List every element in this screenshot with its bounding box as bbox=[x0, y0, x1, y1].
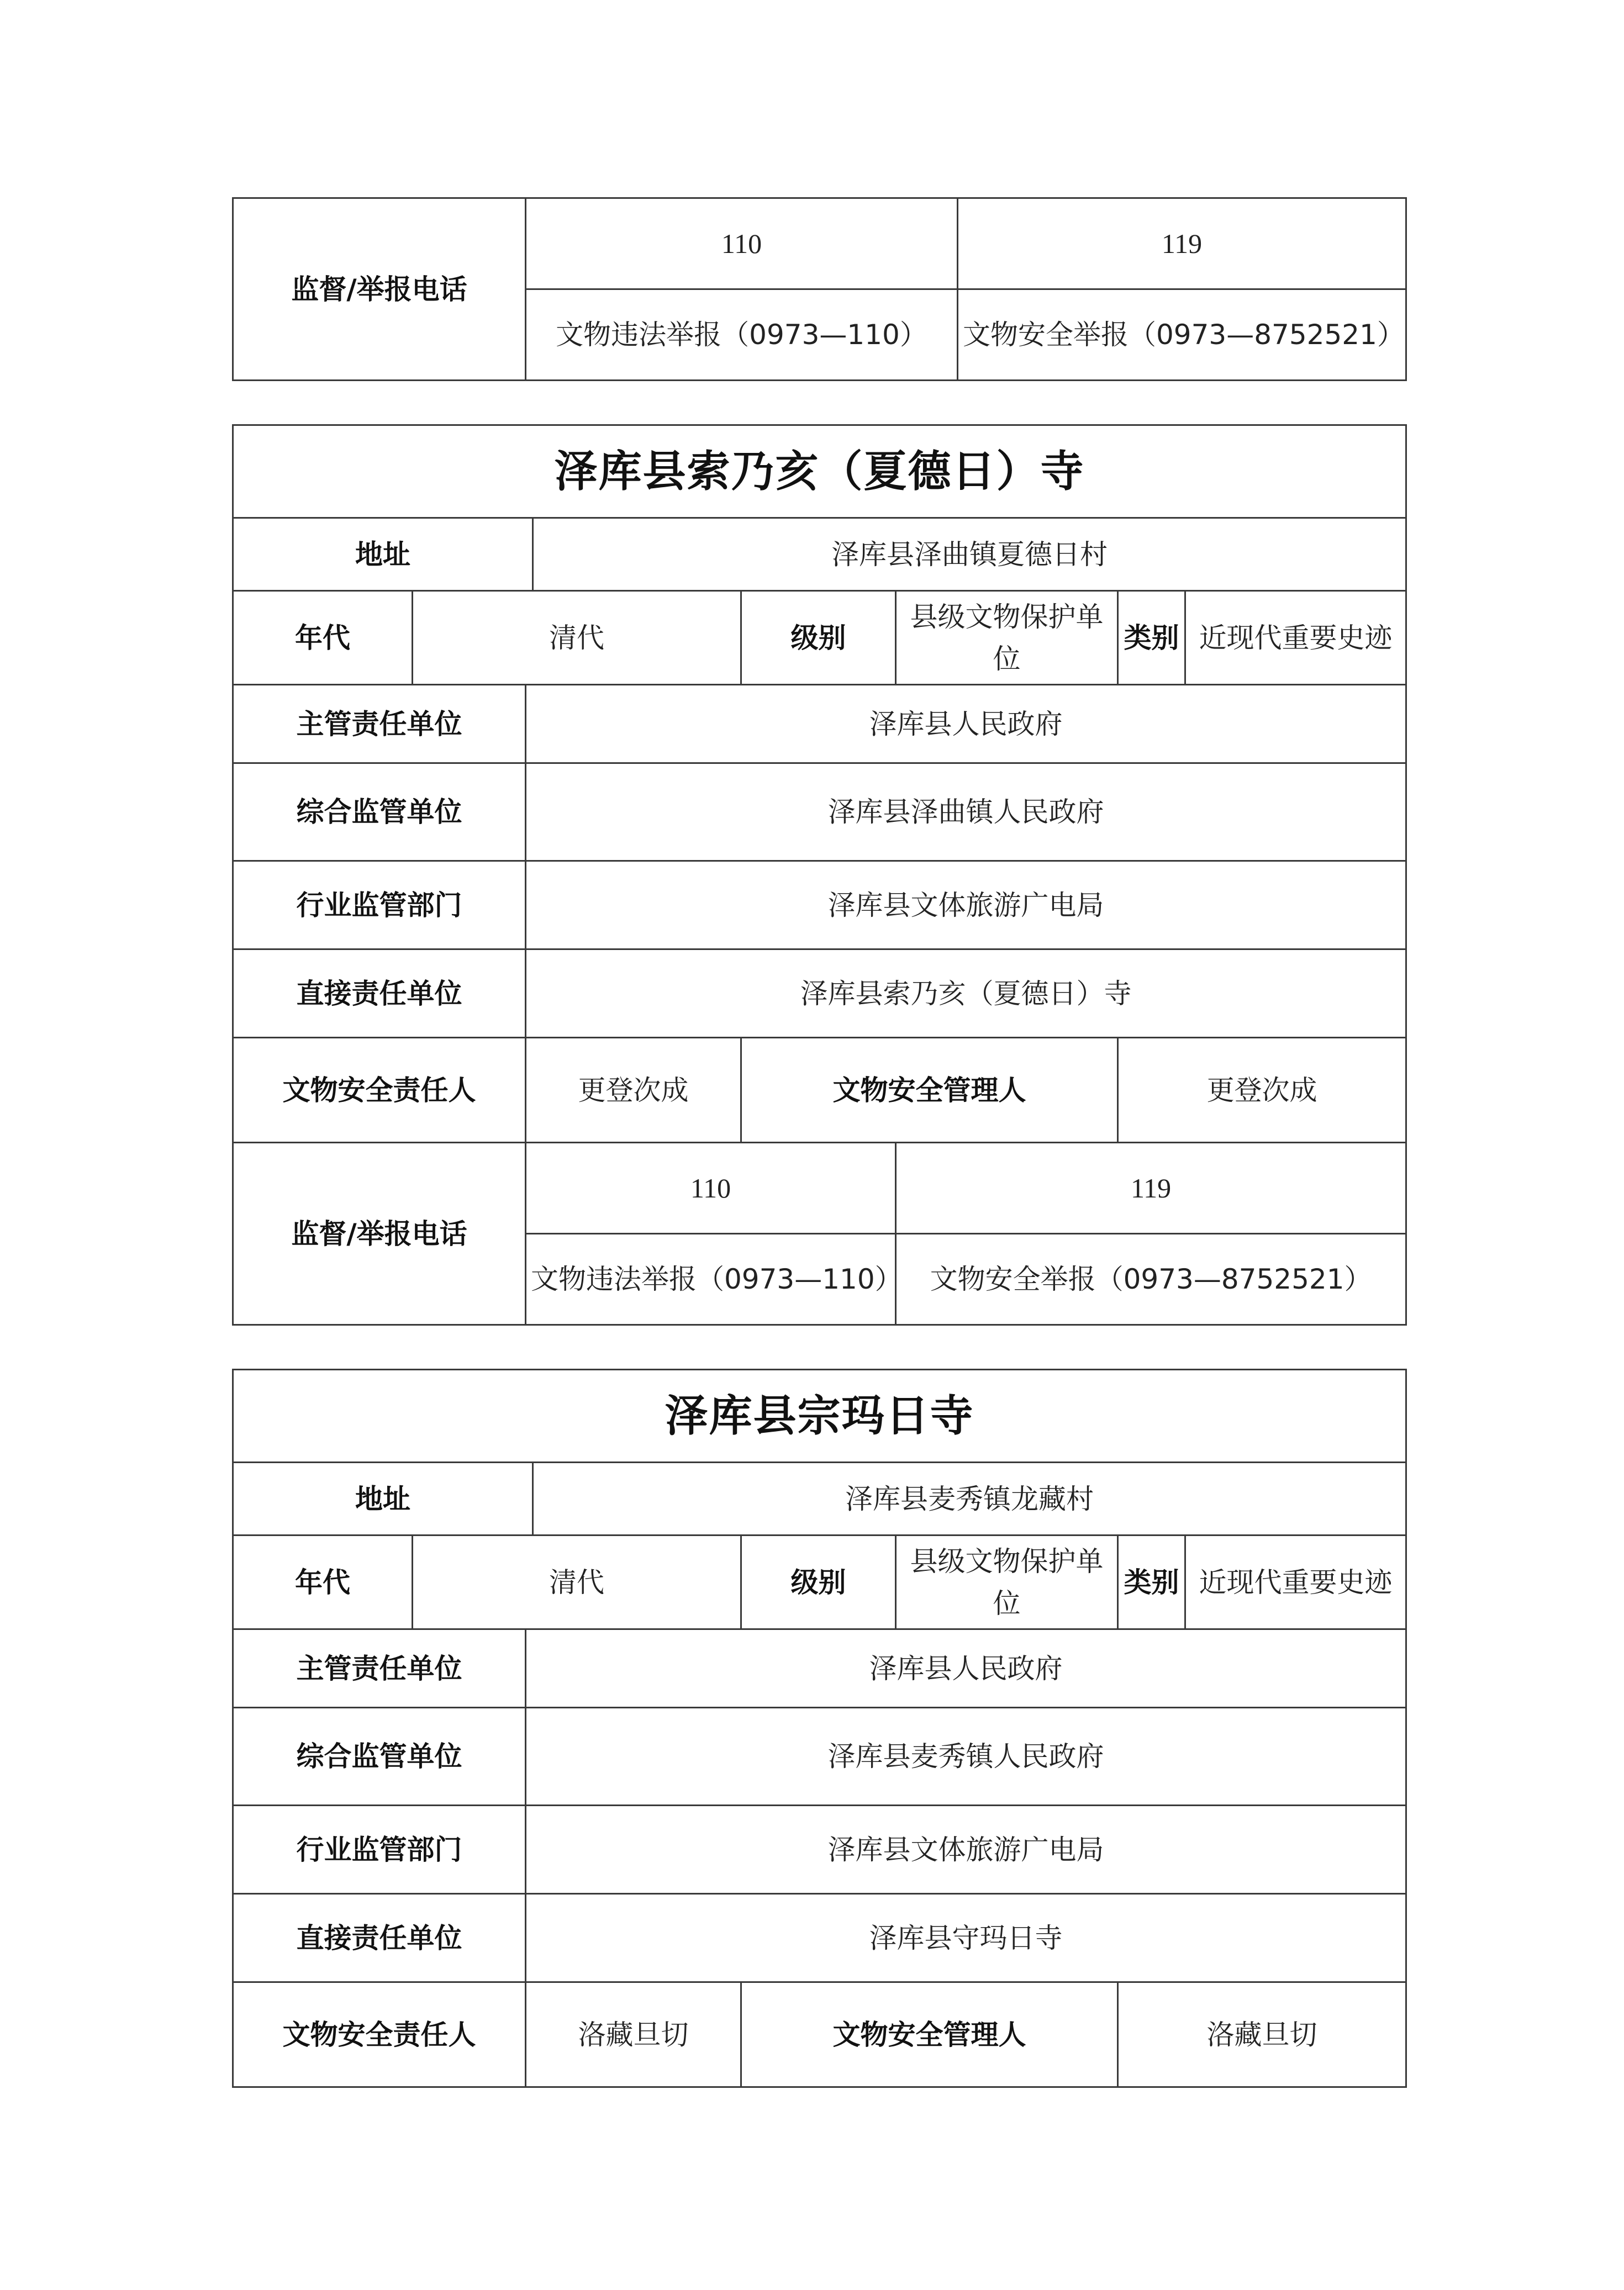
phone-119: 119 bbox=[896, 1143, 1406, 1234]
competent-value: 泽库县人民政府 bbox=[526, 1629, 1406, 1708]
industry-value: 泽库县文体旅游广电局 bbox=[526, 861, 1406, 949]
comprehensive-value: 泽库县泽曲镇人民政府 bbox=[526, 763, 1406, 861]
direct-label: 直接责任单位 bbox=[233, 1894, 526, 1982]
safety-manager-label: 文物安全管理人 bbox=[741, 1038, 1118, 1143]
safety-manager-label: 文物安全管理人 bbox=[741, 1982, 1118, 2087]
competent-label: 主管责任单位 bbox=[233, 685, 526, 763]
report-violation: 文物违法举报（0973—110） bbox=[526, 289, 958, 381]
safety-manager-value: 洛藏旦切 bbox=[1118, 1982, 1406, 2087]
report-safety: 文物安全举报（0973—8752521） bbox=[958, 289, 1406, 381]
address-label: 地址 bbox=[233, 1463, 533, 1536]
supervision-table-partial bbox=[232, 197, 1407, 381]
safety-responsible-label: 文物安全责任人 bbox=[233, 1982, 526, 2087]
era-label: 年代 bbox=[233, 1536, 413, 1629]
phone-119: 119 bbox=[958, 198, 1406, 289]
competent-value: 泽库县人民政府 bbox=[526, 685, 1406, 763]
supervision-label: 监督/举报电话 bbox=[233, 1143, 526, 1325]
direct-label: 直接责任单位 bbox=[233, 949, 526, 1038]
era-value: 清代 bbox=[413, 591, 741, 685]
direct-value: 泽库县索乃亥（夏德日）寺 bbox=[526, 949, 1406, 1038]
comprehensive-value: 泽库县麦秀镇人民政府 bbox=[526, 1708, 1406, 1806]
level-label: 级别 bbox=[741, 591, 896, 685]
direct-value: 泽库县守玛日寺 bbox=[526, 1894, 1406, 1982]
category-value: 近现代重要史迹 bbox=[1185, 1536, 1406, 1629]
report-violation: 文物违法举报（0973—110） bbox=[526, 1234, 896, 1325]
comprehensive-label: 综合监管单位 bbox=[233, 1708, 526, 1806]
safety-responsible-label: 文物安全责任人 bbox=[233, 1038, 526, 1143]
era-label: 年代 bbox=[233, 591, 413, 685]
category-label: 类别 bbox=[1118, 1536, 1185, 1629]
category-label: 类别 bbox=[1118, 591, 1185, 685]
address-value: 泽库县麦秀镇龙藏村 bbox=[533, 1463, 1406, 1536]
safety-responsible-value: 更登次成 bbox=[526, 1038, 741, 1143]
comprehensive-label: 综合监管单位 bbox=[233, 763, 526, 861]
level-value: 县级文物保护单位 bbox=[896, 591, 1118, 685]
address-label: 地址 bbox=[233, 518, 533, 591]
safety-responsible-value: 洛藏旦切 bbox=[526, 1982, 741, 2087]
industry-value: 泽库县文体旅游广电局 bbox=[526, 1806, 1406, 1894]
relic-record-table bbox=[232, 424, 1407, 1326]
phone-110: 110 bbox=[526, 198, 958, 289]
record-title: 泽库县索乃亥（夏德日）寺 bbox=[233, 425, 1406, 518]
phone-110: 110 bbox=[526, 1143, 896, 1234]
industry-label: 行业监管部门 bbox=[233, 861, 526, 949]
supervision-label: 监督/举报电话 bbox=[233, 198, 526, 381]
era-value: 清代 bbox=[413, 1536, 741, 1629]
level-label: 级别 bbox=[741, 1536, 896, 1629]
relic-record-table bbox=[232, 1369, 1407, 2088]
address-value: 泽库县泽曲镇夏德日村 bbox=[533, 518, 1406, 591]
record-title: 泽库县宗玛日寺 bbox=[233, 1370, 1406, 1463]
level-value: 县级文物保护单位 bbox=[896, 1536, 1118, 1629]
safety-manager-value: 更登次成 bbox=[1118, 1038, 1406, 1143]
competent-label: 主管责任单位 bbox=[233, 1629, 526, 1708]
category-value: 近现代重要史迹 bbox=[1185, 591, 1406, 685]
industry-label: 行业监管部门 bbox=[233, 1806, 526, 1894]
report-safety: 文物安全举报（0973—8752521） bbox=[896, 1234, 1406, 1325]
